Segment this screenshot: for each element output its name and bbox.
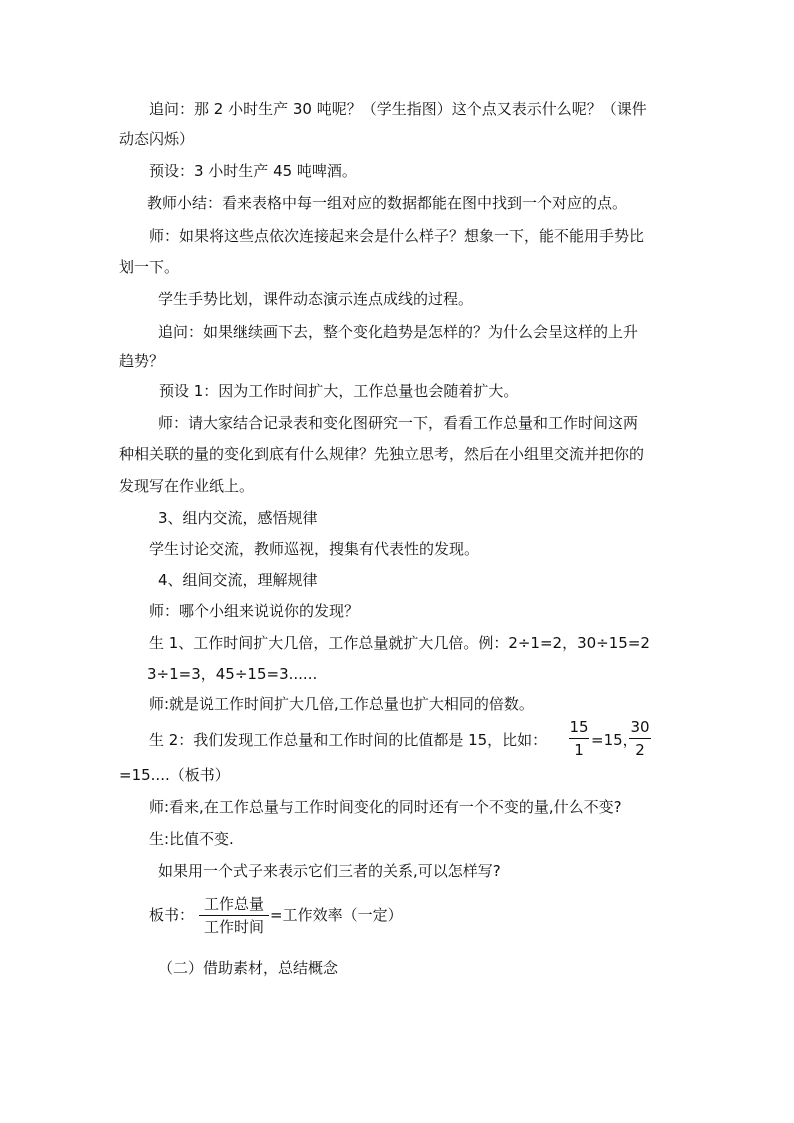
fraction-30-over-2 [629, 717, 651, 760]
text-line: =15， [591, 731, 638, 749]
text-line: 学生讨论交流，教师巡视，搜集有代表性的发现。 [149, 540, 480, 558]
text-line: 生 2：我们发现工作总量和工作时间的比值都是 15，比如： [149, 731, 548, 749]
fraction-bar [629, 738, 651, 739]
fraction-denominator: 工作时间 [203, 918, 264, 936]
text-line: 师：请大家结合记录表和变化图研究一下，看看工作总量和工作时间这两 [158, 414, 639, 432]
fraction-denominator: 2 [635, 741, 645, 759]
text-line: 教师小结：看来表格中每一组对应的数据都能在图中找到一个对应的点。 [147, 194, 628, 212]
text-line: 划一下。 [119, 258, 180, 276]
text-line: =15....（板书） [119, 766, 230, 784]
section-heading: （二）借助素材，总结概念 [158, 959, 339, 977]
text-line: 师:看来,在工作总量与工作时间变化的同时还有一个不变的量,什么不变? [149, 798, 622, 816]
text-line: 追问：如果继续画下去，整个变化趋势是怎样的？为什么会呈这样的上升 [158, 323, 639, 341]
blackboard-label: 板书： [149, 906, 195, 924]
fraction-bar [199, 915, 269, 916]
fraction-bar [569, 738, 589, 739]
text-line: 生:比值不变. [149, 830, 234, 848]
text-line: 师：哪个小组来说说你的发现？ [149, 602, 360, 620]
fraction-numerator: 15 [569, 718, 589, 736]
fraction-numerator: 30 [630, 718, 650, 736]
text-line: 预设：3 小时生产 45 吨啤酒。 [149, 162, 357, 180]
fraction-work-total-over-work-time [199, 894, 269, 937]
text-line: 如果用一个式子来表示它们三者的关系,可以怎样写? [158, 862, 501, 880]
text-line: 预设 1：因为工作时间扩大，工作总量也会随着扩大。 [159, 382, 519, 400]
text-line: 师:就是说工作时间扩大几倍,工作总量也扩大相同的倍数。 [149, 695, 534, 713]
fraction-numerator: 工作总量 [203, 895, 264, 913]
text-line: 3÷1=3，45÷15=3...... [147, 665, 318, 683]
text-line: 生 1、工作时间扩大几倍，工作总量就扩大几倍。例：2÷1=2，30÷15=2 [149, 634, 650, 652]
text-line: 种相关联的量的变化到底有什么规律？先独立思考，然后在小组里交流并把你的 [119, 445, 645, 463]
section-heading: 4、组间交流，理解规律 [158, 571, 318, 589]
text-line: 动态闪烁） [119, 130, 195, 148]
text-line: 追问：那 2 小时生产 30 吨呢？（学生指图）这个点又表示什么呢？（课件 [149, 100, 647, 118]
section-heading: 3、组内交流，感悟规律 [158, 509, 318, 527]
fraction-denominator: 1 [574, 741, 584, 759]
text-line: 学生手势比划，课件动态演示连点成线的过程。 [158, 290, 474, 308]
text-line: 师：如果将这些点依次连接起来会是什么样子？想象一下，能不能用手势比 [149, 227, 645, 245]
fraction-15-over-1 [569, 717, 589, 760]
text-line: =工作效率（一定） [270, 906, 403, 924]
text-line: 发现写在作业纸上。 [119, 477, 255, 495]
text-line: 趋势？ [119, 352, 165, 370]
